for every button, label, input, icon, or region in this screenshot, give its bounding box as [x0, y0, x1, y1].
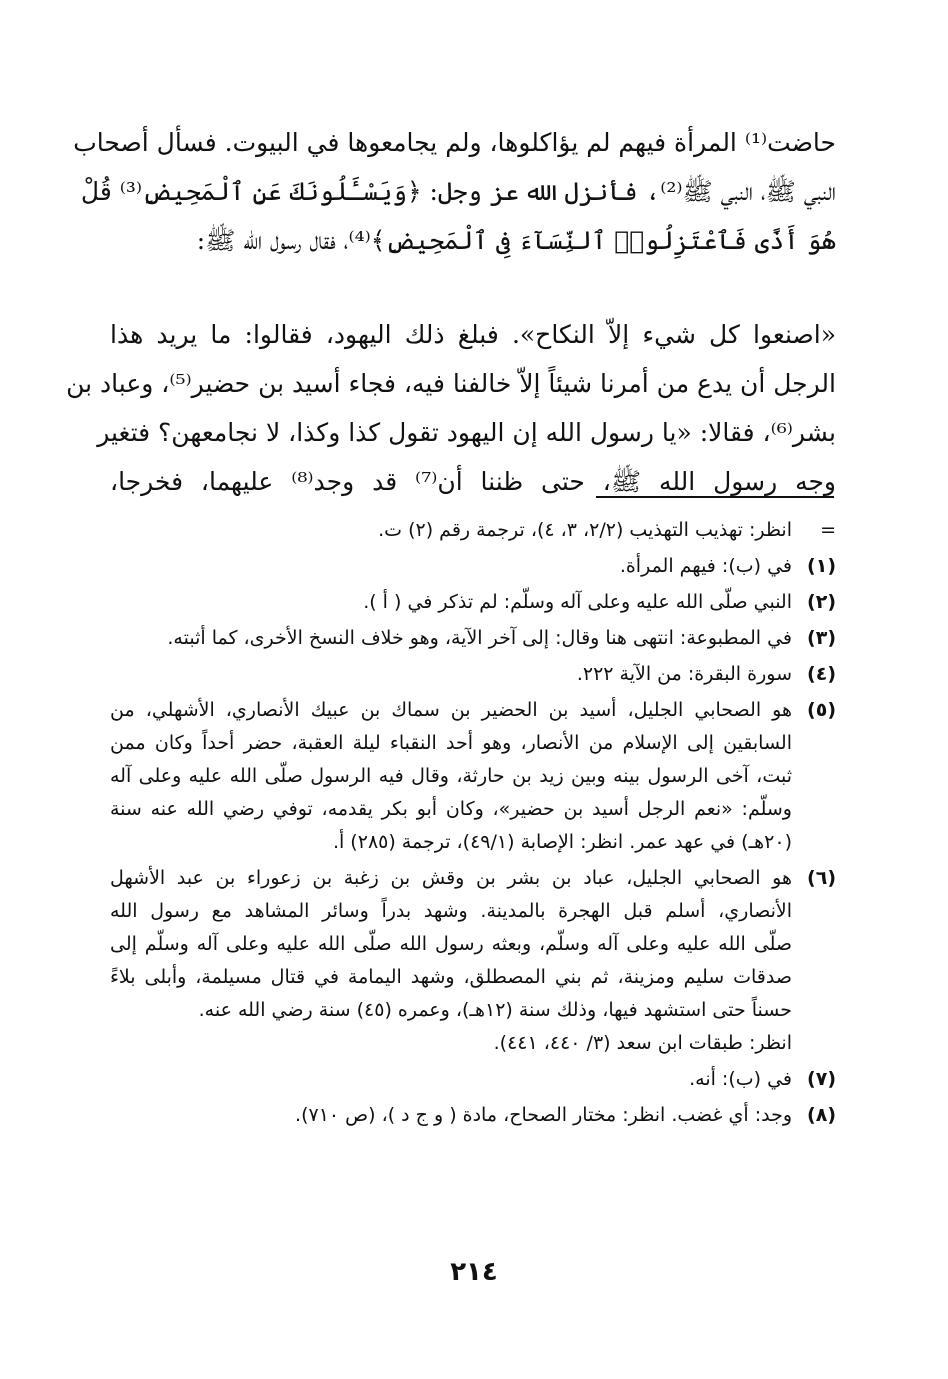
footnote-3 — [110, 622, 836, 655]
text-line: وجه رسول الله ﷺ، حتى ظننا أن⁽⁷⁾ قد وجد⁽⁸⁾ عليهما، فخرجا، — [110, 467, 836, 496]
footnote-line: في (ب): أنه. — [689, 1068, 792, 1090]
footnote-line: انظر: تهذيب التهذيب (٢/٢، ٣، ٤)، ترجمة رقم (٢) ت. — [378, 519, 792, 541]
footnote-number: (٧) — [807, 1068, 836, 1090]
footnote-5 — [110, 694, 836, 859]
footnote-line: السابقين إلى الإسلام من الأنصار، وهو أحد النقباء ليلة العقبة، حضر أحداً وكان ممن — [110, 732, 792, 754]
footnote-line: صلّى الله عليه وعلى آله وسلّم، وبعثه رسول الله صلّى الله عليه وعلى آله وسلّم إلى — [110, 933, 792, 955]
footnote-line: صدقات سليم ومزينة، ثم بني المصطلق، وشهد اليمامة في قتال مسيلمة، وأبلى بلاءً — [110, 966, 792, 988]
footnote-line: هو الصحابي الجليل، أسيد بن الحضير بن سماك بن عبيك الأنصاري، الأشهلي، من — [110, 699, 792, 721]
main-text — [66, 118, 836, 506]
footnote-line: النبي صلّى الله عليه وعلى آله وسلّم: لم تذكر في ( أ ). — [363, 591, 792, 613]
text-line: «اصنعوا كل شيء إلاّ النكاح». فبلغ ذلك اليهود، فقالوا: ما يريد هذا — [110, 320, 836, 349]
footnote-line: سورة البقرة: من الآية ٢٢٢. — [576, 663, 792, 685]
footnote-number: (١) — [807, 555, 836, 577]
footnote-line: الأنصاري، أسلم قبل الهجرة بالمدينة. وشهد بدراً وسائر المشاهد مع رسول الله — [110, 900, 792, 922]
footnote-line: انظر: طبقات ابن سعد (٣/ ٤٤٠، ٤٤١). — [493, 1032, 792, 1054]
text-line: بشر⁽⁶⁾، فقالا: «يا رسول الله إن اليهود تقول كذا وكذا، لا نجامعهن؟ فتغير — [97, 418, 836, 447]
footnote-line: (٢٠هـ) في عهد عمر. انظر: الإصابة (٤٩/١)، ترجمة (٢٨٥) أ. — [332, 831, 792, 853]
footnote-number: (٤) — [807, 663, 836, 685]
footnote-continuation — [110, 514, 836, 547]
footnote-line: في (ب): فيهم المرأة. — [619, 555, 792, 577]
footnotes — [110, 514, 836, 1135]
footnote-7 — [110, 1063, 836, 1096]
footnote-line: في المطبوعة: انتهى هنا وقال: إلى آخر الآية، وهو خلاف النسخ الأخرى، كما أثبته. — [167, 627, 792, 649]
footnote-number: (٥) — [807, 699, 836, 721]
footnote-6 — [110, 862, 836, 1060]
footnote-1 — [110, 550, 836, 583]
footnote-line: وجد: أي غضب. انظر: مختار الصحاح، مادة ( و ج د )، (ص ٧١٠). — [295, 1104, 792, 1126]
footnote-line: ثبت، آخى الرسول بينه وبين زيد بن حارثة، وقال فيه الرسول صلّى الله عليه وعلى آله — [110, 765, 792, 787]
text-line: هُوَ أَذًى فَٱعْتَزِلُوا۟ ٱلنِّسَآءَ فِى ٱلْمَحِيضِ﴾⁽⁴⁾، فقال رسول الله ﷺ: — [196, 226, 836, 255]
footnote-number: = — [820, 519, 836, 541]
footnote-separator — [596, 496, 834, 498]
text-line: النبي ﷺ، النبي ﷺ⁽²⁾، فأنزل الله عز وجل: ﴿وَيَسْـَٔلُونَكَ عَنِ ٱلْمَحِيضِ⁽³⁾ قُلْ — [80, 177, 836, 206]
footnote-number: (٢) — [807, 591, 836, 613]
footnote-2 — [110, 586, 836, 619]
footnote-number: (٨) — [807, 1104, 836, 1126]
footnote-8 — [110, 1099, 836, 1132]
footnote-line: هو الصحابي الجليل، عباد بن بشر بن وقش بن زغبة بن زعوراء بن عبد الأشهل — [110, 867, 792, 889]
footnote-4 — [110, 658, 836, 691]
footnote-number: (٦) — [807, 867, 836, 889]
footnote-line: حسناً حتى استشهد فيها، وذلك سنة (١٢هـ)، وعمره (٤٥) سنة رضي الله عنه. — [198, 999, 792, 1021]
footnote-number: (٣) — [807, 627, 836, 649]
footnote-line: وسلّم: «نعم الرجل أسيد بن حضير»، وكان أبو بكر يقدمه، توفي رضي الله عنه سنة — [110, 798, 792, 820]
text-line: حاضت⁽¹⁾ المرأة فيهم لم يؤاكلوها، ولم يجامعوها في البيوت. فسأل أصحاب — [73, 128, 836, 157]
page-number: ٢١٤ — [450, 1257, 498, 1287]
paragraph-1 — [73, 118, 836, 265]
paragraph-2 — [66, 310, 836, 506]
text-line: الرجل أن يدع من أمرنا شيئاً إلاّ خالفنا فيه، فجاء أسيد بن حضير⁽⁵⁾، وعباد بن — [66, 369, 836, 398]
